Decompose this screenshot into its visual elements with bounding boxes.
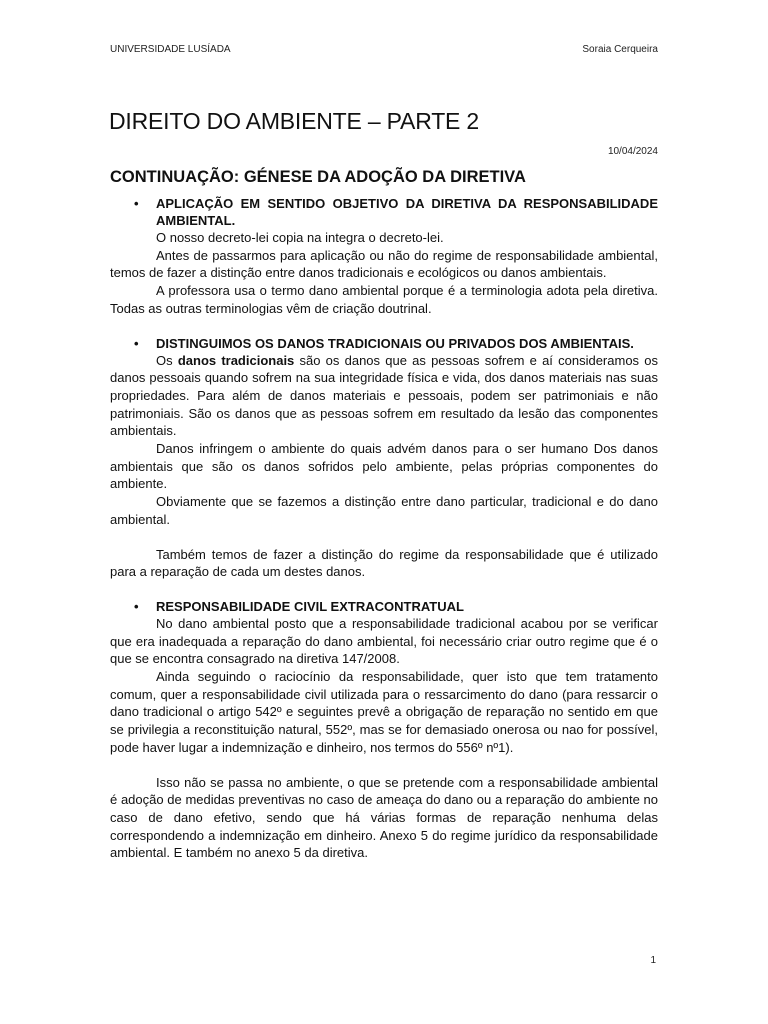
- bullet-icon: •: [134, 196, 139, 211]
- paragraph: Ainda seguindo o raciocínio da responsabilidade, quer isto que tem tratamento comum, quer a responsabilidade civil utilizada para o ressarcimento do dano (para ressarcir o dano tradicional o artigo 542º e seguintes prevê a obrigação de reparação no sentido em que se privilegia a reconstituição natural, 552º, mas se for demasiado onerosa ou nao for possível, pode haver lugar a indemnização e dinheiro, nos termos do 556º nº1).: [110, 669, 658, 755]
- text-run: são os danos que as pessoas sofrem e aí consideramos os danos pessoais quando sofrem na sua integridade física e vida, dos danos materiais nas suas propriedades. Para além de danos materiais e pessoais, podem ser patrimoniais e não patrimoniais. São os danos que as pessoas sofrem em resultado da lesão das componentes ambientais.: [110, 352, 658, 439]
- paragraph: Danos infringem o ambiente do quais advém danos para o ser humano Dos danos ambientais que são os danos sofridos pelo ambiente, pelas próprias componentes do ambiente.: [110, 441, 658, 492]
- spacer: [110, 318, 658, 335]
- paragraph: Também temos de fazer a distinção do regime da responsabilidade que é utilizado para a reparação de cada um destes danos.: [110, 546, 658, 580]
- document-date: 10/04/2024: [607, 146, 658, 157]
- paragraph: A professora usa o termo dano ambiental porque é a terminologia adota pela diretiva. Todas as outras terminologias vêm de criação doutrinal.: [110, 283, 658, 316]
- bullet-heading-damages: [110, 335, 658, 352]
- bullet-heading-application: [110, 195, 658, 229]
- document-body: [110, 168, 658, 862]
- bullet-heading-text: DISTINGUIMOS OS DANOS TRADICIONAIS OU PRIVADOS DOS AMBIENTAIS.: [156, 335, 634, 351]
- bullet-heading-text: APLICAÇÃO EM SENTIDO OBJETIVO DA DIRETIVA DA RESPONSABILIDADE AMBIENTAL.: [156, 196, 658, 228]
- paragraph-traditional-damages: [110, 352, 658, 441]
- emphasis-term: danos tradicionais: [177, 352, 295, 368]
- header-author: Soraia Cerqueira: [582, 44, 658, 55]
- paragraph: Obviamente que se fazemos a distinção entre dano particular, tradicional e do dano ambiental.: [110, 494, 658, 527]
- bullet-icon: •: [134, 598, 139, 614]
- section-heading: CONTINUAÇÃO: GÉNESE DA ADOÇÃO DA DIRETIVA: [110, 168, 526, 186]
- paragraph: O nosso decreto-lei copia na integra o decreto-lei.: [156, 230, 444, 245]
- spacer: [110, 581, 658, 598]
- text-run: Os: [156, 352, 178, 368]
- bullet-heading-text: RESPONSABILIDADE CIVIL EXTRACONTRATUAL: [156, 598, 464, 614]
- spacer: [110, 757, 658, 774]
- running-header: [110, 44, 658, 55]
- paragraph: Isso não se passa no ambiente, o que se pretende com a responsabilidade ambiental é adoção de medidas preventivas no caso de ameaça do dano ou a reparação do ambiente no caso de dano efetivo, sendo que há várias formas de reparação nenhuma delas correspondendo a indemnização em dinheiro. Anexo 5 do regime jurídico da responsabilidade ambiental. E também no anexo 5 da diretiva.: [110, 774, 658, 861]
- header-institution: UNIVERSIDADE LUSÍADA: [110, 44, 231, 55]
- spacer: [110, 529, 658, 546]
- document-title: DIREITO DO AMBIENTE – PARTE 2: [109, 108, 479, 134]
- bullet-heading-civil-liability: [110, 598, 658, 615]
- bullet-icon: •: [134, 335, 139, 351]
- page-number: 1: [650, 955, 656, 966]
- paragraph: Antes de passarmos para aplicação ou não do regime de responsabilidade ambiental, temos de fazer a distinção entre danos tradicionais e ecológicos ou danos ambientais.: [110, 247, 658, 281]
- paragraph: No dano ambiental posto que a responsabilidade tradicional acabou por se verificar que era inadequada a reparação do dano ambiental, foi necessário criar outro regime que é o que se encontra consagrado na diretiva 147/2008.: [110, 615, 658, 667]
